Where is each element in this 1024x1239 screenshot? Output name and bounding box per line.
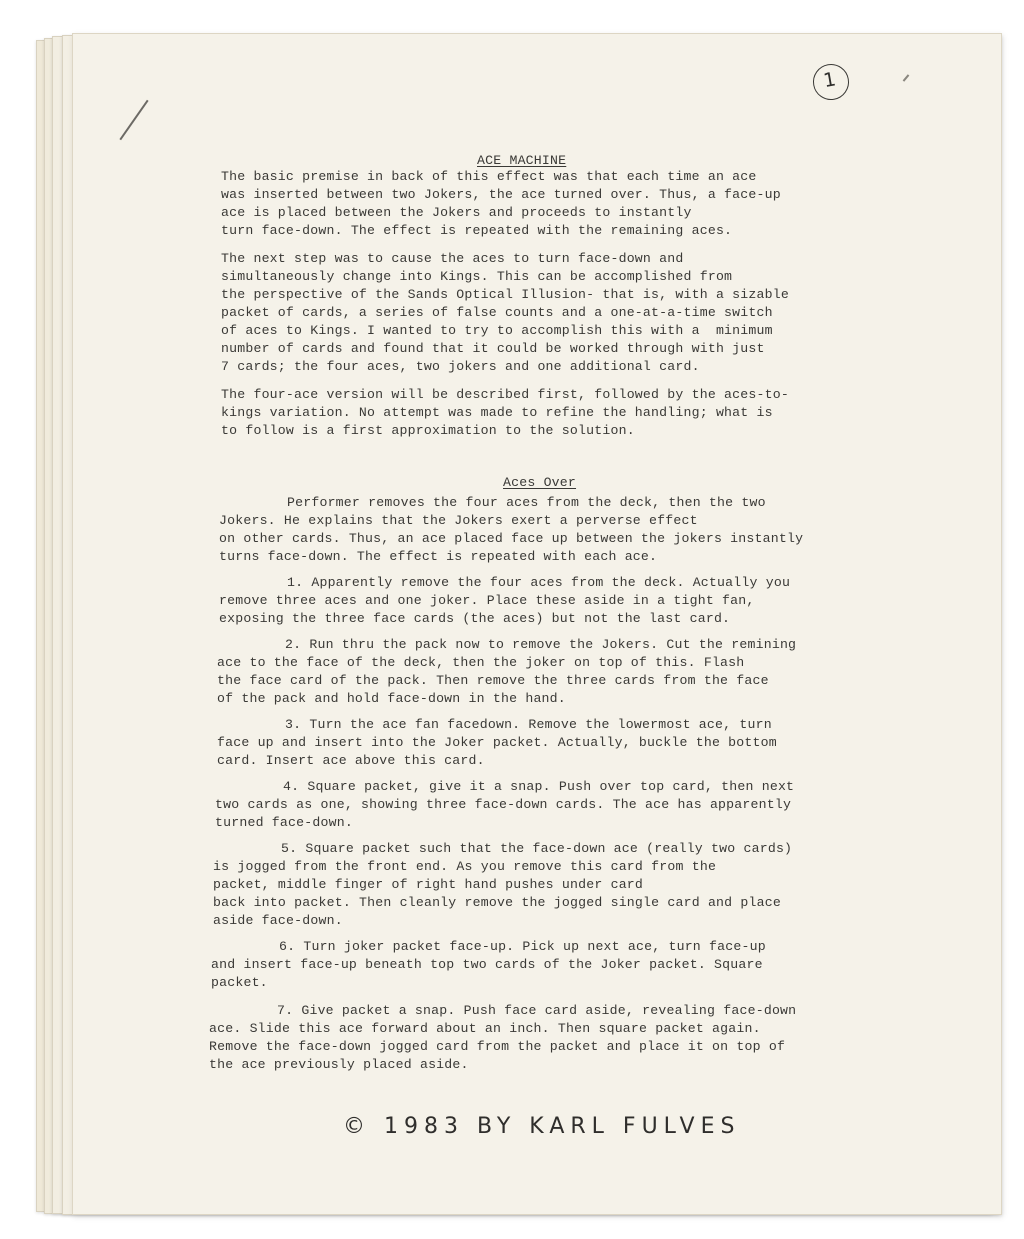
- text-line: the ace previously placed aside.: [209, 1057, 469, 1072]
- text-line: turns face-down. The effect is repeated with each ace.: [219, 549, 658, 564]
- section-title-aces-over: Aces Over: [503, 475, 577, 490]
- text-line: simultaneously change into Kings. This can be accomplished from: [221, 269, 733, 284]
- text-line: Performer removes the four aces from the deck, then the two: [287, 495, 766, 510]
- text-line: The next step was to cause the aces to turn face-down and: [221, 251, 684, 266]
- text-line: 7 cards; the four aces, two jokers and one additional card.: [221, 359, 700, 374]
- text-line: back into packet. Then cleanly remove the jogged single card and place: [213, 895, 781, 910]
- text-line: packet of cards, a series of false counts and a one-at-a-time switch: [221, 305, 773, 320]
- text-line: turned face-down.: [215, 815, 353, 830]
- text-line: The basic premise in back of this effect was that each time an ace: [221, 169, 757, 184]
- text-line: Jokers. He explains that the Jokers exert a perverse effect: [219, 513, 698, 528]
- text-line: the perspective of the Sands Optical Illusion- that is, with a sizable: [221, 287, 789, 302]
- text-line: is jogged from the front end. As you remove this card from the: [213, 859, 717, 874]
- text-line: ace to the face of the deck, then the joker on top of this. Flash: [217, 655, 745, 670]
- text-line: Remove the face-down jogged card from the packet and place it on top of: [209, 1039, 786, 1054]
- text-line: was inserted between two Jokers, the ace turned over. Thus, a face-up: [221, 187, 781, 202]
- text-line: packet.: [211, 975, 268, 990]
- text-line: the face card of the pack. Then remove the three cards from the face: [217, 673, 769, 688]
- circled-page-number: [810, 61, 852, 103]
- pencil-tick-mark: [119, 100, 148, 140]
- text-line: aside face-down.: [213, 913, 343, 928]
- text-line: number of cards and found that it could be worked through with just: [221, 341, 765, 356]
- text-line: on other cards. Thus, an ace placed face up between the jokers instantly: [219, 531, 804, 546]
- text-line: packet, middle finger of right hand pushes under card: [213, 877, 644, 892]
- text-line: two cards as one, showing three face-down cards. The ace has apparently: [215, 797, 792, 812]
- section-title-ace-machine: ACE MACHINE: [477, 153, 567, 168]
- text-line: 1. Apparently remove the four aces from the deck. Actually you: [287, 575, 791, 590]
- pencil-dash-mark: [903, 74, 910, 81]
- text-line: The four-ace version will be described first, followed by the aces-to-: [221, 387, 789, 402]
- text-line: ace is placed between the Jokers and proceeds to instantly: [221, 205, 692, 220]
- text-line: remove three aces and one joker. Place these aside in a tight fan,: [219, 593, 755, 608]
- text-line: ace. Slide this ace forward about an inch. Then square packet again.: [209, 1021, 761, 1036]
- text-line: and insert face-up beneath top two cards of the Joker packet. Square: [211, 957, 763, 972]
- text-line: 7. Give packet a snap. Push face card aside, revealing face-down: [277, 1003, 797, 1018]
- text-line: card. Insert ace above this card.: [217, 753, 485, 768]
- page-number: 1: [821, 68, 838, 93]
- typed-page: [72, 33, 1002, 1215]
- text-line: 2. Run thru the pack now to remove the Jokers. Cut the remining: [285, 637, 797, 652]
- text-line: of aces to Kings. I wanted to try to accomplish this with a minimum: [221, 323, 773, 338]
- handwritten-copyright: © 1983 BY KARL FULVES: [343, 1114, 741, 1139]
- text-line: 6. Turn joker packet face-up. Pick up next ace, turn face-up: [279, 939, 766, 954]
- text-line: exposing the three face cards (the aces) but not the last card.: [219, 611, 731, 626]
- text-line: kings variation. No attempt was made to refine the handling; what is: [221, 405, 773, 420]
- text-line: 5. Square packet such that the face-down ace (really two cards): [281, 841, 793, 856]
- text-line: 3. Turn the ace fan facedown. Remove the lowermost ace, turn: [285, 717, 772, 732]
- text-line: 4. Square packet, give it a snap. Push over top card, then next: [283, 779, 795, 794]
- text-line: turn face-down. The effect is repeated with the remaining aces.: [221, 223, 733, 238]
- text-line: of the pack and hold face-down in the hand.: [217, 691, 566, 706]
- text-line: to follow is a first approximation to the solution.: [221, 423, 635, 438]
- text-line: face up and insert into the Joker packet. Actually, buckle the bottom: [217, 735, 777, 750]
